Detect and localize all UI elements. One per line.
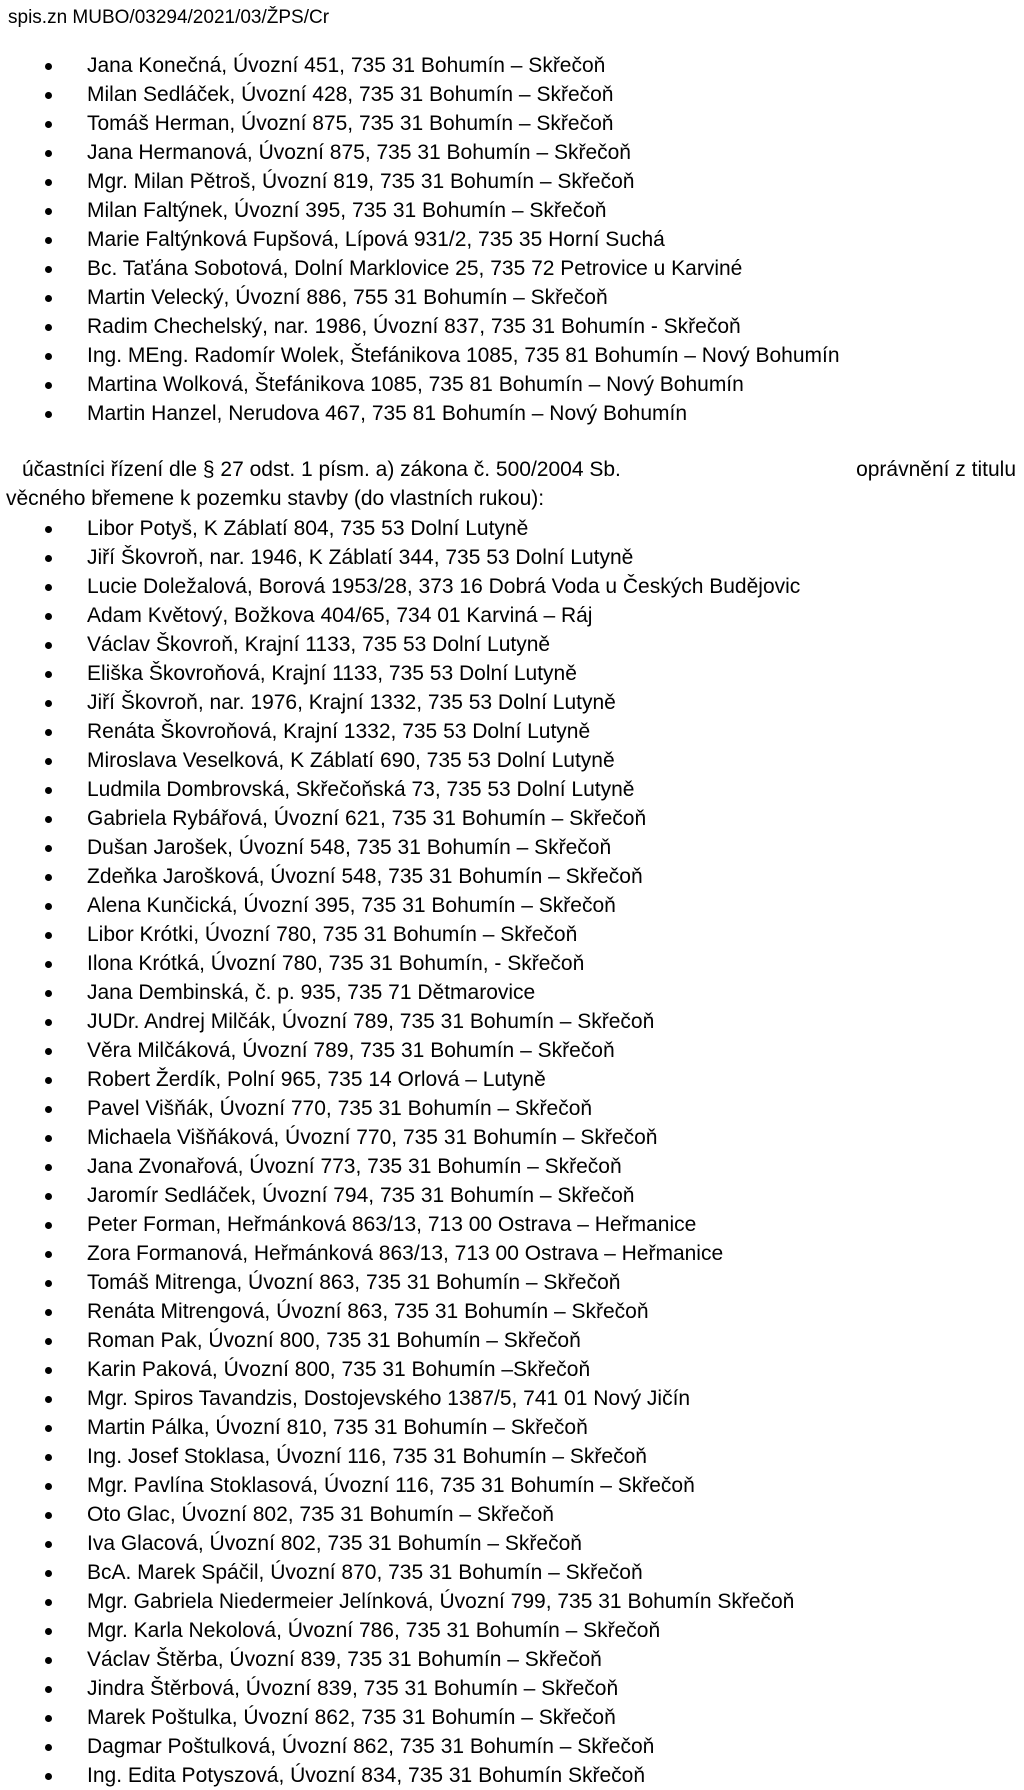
list-item-text: Zora Formanová, Heřmánková 863/13, 713 00 Ostrava – Heřmanice bbox=[87, 1242, 724, 1265]
bullet-icon bbox=[45, 1744, 52, 1751]
list-item bbox=[0, 1616, 1024, 1645]
bullet-icon bbox=[45, 63, 52, 70]
bullet-icon bbox=[45, 353, 52, 360]
list-item-text: Renáta Škovroňová, Krajní 1332, 735 53 Dolní Lutyně bbox=[87, 720, 591, 743]
list-item-text: Ludmila Dombrovská, Skřečoňská 73, 735 53 Dolní Lutyně bbox=[87, 778, 635, 801]
list-item-text: JUDr. Andrej Milčák, Úvozní 789, 735 31 Bohumín – Skřečoň bbox=[87, 1010, 655, 1033]
bullet-icon bbox=[45, 237, 52, 244]
list-item bbox=[0, 341, 1024, 370]
list-item-text: Alena Kunčická, Úvozní 395, 735 31 Bohumín – Skřečoň bbox=[87, 894, 616, 917]
list-item-text: Martin Hanzel, Nerudova 467, 735 81 Bohumín – Nový Bohumín bbox=[87, 402, 688, 425]
bullet-icon bbox=[45, 1512, 52, 1519]
list-item bbox=[0, 978, 1024, 1007]
list-item-text: Renáta Mitrengová, Úvozní 863, 735 31 Bohumín – Skřečoň bbox=[87, 1300, 649, 1323]
bullet-icon bbox=[45, 1338, 52, 1345]
bullet-icon bbox=[45, 382, 52, 389]
list-item bbox=[0, 225, 1024, 254]
list-item bbox=[0, 1645, 1024, 1674]
bullet-icon bbox=[45, 642, 52, 649]
bullet-icon bbox=[45, 1541, 52, 1548]
list-item bbox=[0, 51, 1024, 80]
list-item-text: Marie Faltýnková Fupšová, Lípová 931/2, 735 35 Horní Suchá bbox=[87, 228, 665, 251]
list-item bbox=[0, 746, 1024, 775]
list-item-text: Ing. MEng. Radomír Wolek, Štefánikova 1085, 735 81 Bohumín – Nový Bohumín bbox=[87, 344, 840, 367]
list-item bbox=[0, 1065, 1024, 1094]
list-item-text: Lucie Doležalová, Borová 1953/28, 373 16 Dobrá Voda u Českých Budějovic bbox=[87, 575, 801, 598]
list-item bbox=[0, 1384, 1024, 1413]
bullet-icon bbox=[45, 874, 52, 881]
list-item bbox=[0, 1210, 1024, 1239]
list-item bbox=[0, 659, 1024, 688]
bullet-icon bbox=[45, 584, 52, 591]
bullet-icon bbox=[45, 961, 52, 968]
bullet-icon bbox=[45, 1309, 52, 1316]
list-item bbox=[0, 1413, 1024, 1442]
list-item bbox=[0, 572, 1024, 601]
list-item-text: Dušan Jarošek, Úvozní 548, 735 31 Bohumín – Skřečoň bbox=[87, 836, 612, 859]
bullet-icon bbox=[45, 1628, 52, 1635]
list-item bbox=[0, 688, 1024, 717]
list-item bbox=[0, 399, 1024, 428]
list-item-text: Věra Milčáková, Úvozní 789, 735 31 Bohumín – Skřečoň bbox=[87, 1039, 615, 1062]
bullet-icon bbox=[45, 787, 52, 794]
list-item bbox=[0, 312, 1024, 341]
list-item-text: Marek Poštulka, Úvozní 862, 735 31 Bohumín – Skřečoň bbox=[87, 1706, 616, 1729]
list-item bbox=[0, 1674, 1024, 1703]
bullet-icon bbox=[45, 729, 52, 736]
bullet-icon bbox=[45, 1454, 52, 1461]
list-item bbox=[0, 1355, 1024, 1384]
list-item-text: Zdeňka Jarošková, Úvozní 548, 735 31 Bohumín – Skřečoň bbox=[87, 865, 643, 888]
bullet-icon bbox=[45, 1367, 52, 1374]
bullet-icon bbox=[45, 1222, 52, 1229]
list-item bbox=[0, 1094, 1024, 1123]
list-item-text: Jaromír Sedláček, Úvozní 794, 735 31 Bohumín – Skřečoň bbox=[87, 1184, 635, 1207]
list-item bbox=[0, 1297, 1024, 1326]
bullet-icon bbox=[45, 1135, 52, 1142]
list-item bbox=[0, 1268, 1024, 1297]
owners-list bbox=[0, 51, 1024, 428]
list-item-text: Bc. Taťána Sobotová, Dolní Marklovice 25, 735 72 Petrovice u Karviné bbox=[87, 257, 743, 280]
list-item bbox=[0, 1587, 1024, 1616]
bullet-icon bbox=[45, 845, 52, 852]
bullet-icon bbox=[45, 1425, 52, 1432]
list-item bbox=[0, 1761, 1024, 1790]
bullet-icon bbox=[45, 671, 52, 678]
list-item bbox=[0, 920, 1024, 949]
list-item-text: Tomáš Mitrenga, Úvozní 863, 735 31 Bohumín – Skřečoň bbox=[87, 1271, 621, 1294]
bullet-icon bbox=[45, 1396, 52, 1403]
list-item bbox=[0, 109, 1024, 138]
bullet-icon bbox=[45, 526, 52, 533]
list-item bbox=[0, 138, 1024, 167]
list-item-text: Ing. Edita Potyszová, Úvozní 834, 735 31 Bohumín Skřečoň bbox=[87, 1764, 645, 1787]
list-item-text: Jana Zvonařová, Úvozní 773, 735 31 Bohumín – Skřečoň bbox=[87, 1155, 622, 1178]
list-item-text: Milan Faltýnek, Úvozní 395, 735 31 Bohumín – Skřečoň bbox=[87, 199, 607, 222]
list-item-text: Jana Konečná, Úvozní 451, 735 31 Bohumín – Skřečoň bbox=[87, 54, 606, 77]
bullet-icon bbox=[45, 324, 52, 331]
list-item-text: Pavel Višňák, Úvozní 770, 735 31 Bohumín – Skřečoň bbox=[87, 1097, 593, 1120]
list-item bbox=[0, 1181, 1024, 1210]
list-item bbox=[0, 630, 1024, 659]
list-item-text: Martin Pálka, Úvozní 810, 735 31 Bohumín – Skřečoň bbox=[87, 1416, 588, 1439]
list-item-text: Mgr. Pavlína Stoklasová, Úvozní 116, 735 31 Bohumín – Skřečoň bbox=[87, 1474, 695, 1497]
list-item-text: Mgr. Gabriela Niedermeier Jelínková, Úvozní 799, 735 31 Bohumín Skřečoň bbox=[87, 1590, 795, 1613]
bullet-icon bbox=[45, 1164, 52, 1171]
section-heading-line1-text: účastníci řízení dle § 27 odst. 1 písm. a) zákona č. 500/2004 Sb. bbox=[22, 458, 621, 481]
bullet-icon bbox=[45, 150, 52, 157]
list-item bbox=[0, 1732, 1024, 1761]
section-heading-line2: věcného břemene k pozemku stavby (do vlastních rukou): bbox=[6, 487, 545, 510]
list-item bbox=[0, 891, 1024, 920]
list-item-text: Jiří Škovroň, nar. 1946, K Záblatí 344, 735 53 Dolní Lutyně bbox=[87, 546, 634, 569]
list-item bbox=[0, 601, 1024, 630]
list-item bbox=[0, 833, 1024, 862]
list-item bbox=[0, 1152, 1024, 1181]
bullet-icon bbox=[45, 92, 52, 99]
list-item bbox=[0, 254, 1024, 283]
list-item-text: Martin Velecký, Úvozní 886, 755 31 Bohumín – Skřečoň bbox=[87, 286, 608, 309]
bullet-icon bbox=[45, 1106, 52, 1113]
bullet-icon bbox=[45, 1077, 52, 1084]
list-item bbox=[0, 514, 1024, 543]
bullet-icon bbox=[45, 1570, 52, 1577]
list-item bbox=[0, 196, 1024, 225]
bullet-icon bbox=[45, 1715, 52, 1722]
bullet-icon bbox=[45, 1657, 52, 1664]
list-item-text: Václav Štěrba, Úvozní 839, 735 31 Bohumín – Skřečoň bbox=[87, 1648, 602, 1671]
section-heading-line1-right: oprávnění z titulu bbox=[856, 458, 1016, 481]
bullet-icon bbox=[45, 121, 52, 128]
bullet-icon bbox=[45, 1251, 52, 1258]
bullet-icon bbox=[45, 1048, 52, 1055]
list-item-text: Jana Dembinská, č. p. 935, 735 71 Dětmarovice bbox=[87, 981, 536, 1004]
list-item-text: BcA. Marek Spáčil, Úvozní 870, 735 31 Bohumín – Skřečoň bbox=[87, 1561, 643, 1584]
bullet-icon bbox=[45, 903, 52, 910]
list-item bbox=[0, 1036, 1024, 1065]
bullet-icon bbox=[45, 295, 52, 302]
list-item-text: Martina Wolková, Štefánikova 1085, 735 81 Bohumín – Nový Bohumín bbox=[87, 373, 744, 396]
bullet-icon bbox=[45, 1280, 52, 1287]
list-item bbox=[0, 1500, 1024, 1529]
bullet-icon bbox=[45, 1019, 52, 1026]
bullet-icon bbox=[45, 932, 52, 939]
list-item-text: Robert Žerdík, Polní 965, 735 14 Orlová – Lutyně bbox=[87, 1068, 546, 1091]
list-item-text: Miroslava Veselková, K Záblatí 690, 735 53 Dolní Lutyně bbox=[87, 749, 615, 772]
list-item-text: Karin Paková, Úvozní 800, 735 31 Bohumín –Skřečoň bbox=[87, 1358, 591, 1381]
bullet-icon bbox=[45, 1483, 52, 1490]
bullet-icon bbox=[45, 613, 52, 620]
bullet-icon bbox=[45, 1686, 52, 1693]
bullet-icon bbox=[45, 555, 52, 562]
list-item-text: Tomáš Herman, Úvozní 875, 735 31 Bohumín – Skřečoň bbox=[87, 112, 614, 135]
list-item bbox=[0, 1529, 1024, 1558]
list-item-text: Dagmar Poštulková, Úvozní 862, 735 31 Bohumín – Skřečoň bbox=[87, 1735, 655, 1758]
list-item-text: Michaela Višňáková, Úvozní 770, 735 31 Bohumín – Skřečoň bbox=[87, 1126, 658, 1149]
bullet-icon bbox=[45, 179, 52, 186]
section-heading-line1 bbox=[6, 455, 1016, 484]
list-item-text: Mgr. Karla Nekolová, Úvozní 786, 735 31 Bohumín – Skřečoň bbox=[87, 1619, 661, 1642]
easement-holders-list bbox=[0, 514, 1024, 1790]
section-heading bbox=[6, 455, 1016, 513]
list-item-text: Václav Škovroň, Krajní 1133, 735 53 Dolní Lutyně bbox=[87, 633, 551, 656]
list-item bbox=[0, 1007, 1024, 1036]
list-item bbox=[0, 1326, 1024, 1355]
list-item bbox=[0, 1471, 1024, 1500]
list-item-text: Libor Potyš, K Záblatí 804, 735 53 Dolní Lutyně bbox=[87, 517, 529, 540]
list-item-text: Radim Chechelský, nar. 1986, Úvozní 837, 735 31 Bohumín - Skřečoň bbox=[87, 315, 741, 338]
list-item-text: Oto Glac, Úvozní 802, 735 31 Bohumín – Skřečoň bbox=[87, 1503, 554, 1526]
list-item-text: Peter Forman, Heřmánková 863/13, 713 00 Ostrava – Heřmanice bbox=[87, 1213, 697, 1236]
list-item bbox=[0, 80, 1024, 109]
list-item-text: Jana Hermanová, Úvozní 875, 735 31 Bohumín – Skřečoň bbox=[87, 141, 631, 164]
bullet-icon bbox=[45, 758, 52, 765]
list-item-text: Milan Sedláček, Úvozní 428, 735 31 Bohumín – Skřečoň bbox=[87, 83, 614, 106]
bullet-icon bbox=[45, 208, 52, 215]
list-item bbox=[0, 1442, 1024, 1471]
list-item bbox=[0, 1239, 1024, 1268]
list-item-text: Eliška Škovroňová, Krajní 1133, 735 53 Dolní Lutyně bbox=[87, 662, 577, 685]
list-item-text: Adam Květový, Božkova 404/65, 734 01 Karviná – Ráj bbox=[87, 604, 593, 627]
list-item-text: Roman Pak, Úvozní 800, 735 31 Bohumín – Skřečoň bbox=[87, 1329, 581, 1352]
list-item bbox=[0, 283, 1024, 312]
bullet-icon bbox=[45, 700, 52, 707]
list-item-text: Gabriela Rybářová, Úvozní 621, 735 31 Bohumín – Skřečoň bbox=[87, 807, 647, 830]
list-item-text: Mgr. Spiros Tavandzis, Dostojevského 1387/5, 741 01 Nový Jičín bbox=[87, 1387, 691, 1410]
list-item-text: Libor Krótki, Úvozní 780, 735 31 Bohumín – Skřečoň bbox=[87, 923, 578, 946]
list-item bbox=[0, 717, 1024, 746]
document-reference: spis.zn MUBO/03294/2021/03/ŽPS/Cr bbox=[8, 7, 330, 28]
bullet-icon bbox=[45, 816, 52, 823]
list-item-text: Iva Glacová, Úvozní 802, 735 31 Bohumín – Skřečoň bbox=[87, 1532, 582, 1555]
list-item-text: Mgr. Milan Pětroš, Úvozní 819, 735 31 Bohumín – Skřečoň bbox=[87, 170, 635, 193]
bullet-icon bbox=[45, 1193, 52, 1200]
bullet-icon bbox=[45, 990, 52, 997]
list-item bbox=[0, 370, 1024, 399]
list-item bbox=[0, 1703, 1024, 1732]
list-item bbox=[0, 1123, 1024, 1152]
list-item bbox=[0, 775, 1024, 804]
list-item bbox=[0, 804, 1024, 833]
list-item bbox=[0, 949, 1024, 978]
bullet-icon bbox=[45, 266, 52, 273]
list-item-text: Jindra Štěrbová, Úvozní 839, 735 31 Bohumín – Skřečoň bbox=[87, 1677, 619, 1700]
list-item-text: Ilona Krótká, Úvozní 780, 735 31 Bohumín, - Skřečoň bbox=[87, 952, 585, 975]
list-item-text: Jiří Škovroň, nar. 1976, Krajní 1332, 735 53 Dolní Lutyně bbox=[87, 691, 616, 714]
list-item bbox=[0, 862, 1024, 891]
list-item bbox=[0, 1558, 1024, 1587]
bullet-icon bbox=[45, 1599, 52, 1606]
list-item bbox=[0, 543, 1024, 572]
bullet-icon bbox=[45, 411, 52, 418]
list-item-text: Ing. Josef Stoklasa, Úvozní 116, 735 31 Bohumín – Skřečoň bbox=[87, 1445, 647, 1468]
list-item bbox=[0, 167, 1024, 196]
